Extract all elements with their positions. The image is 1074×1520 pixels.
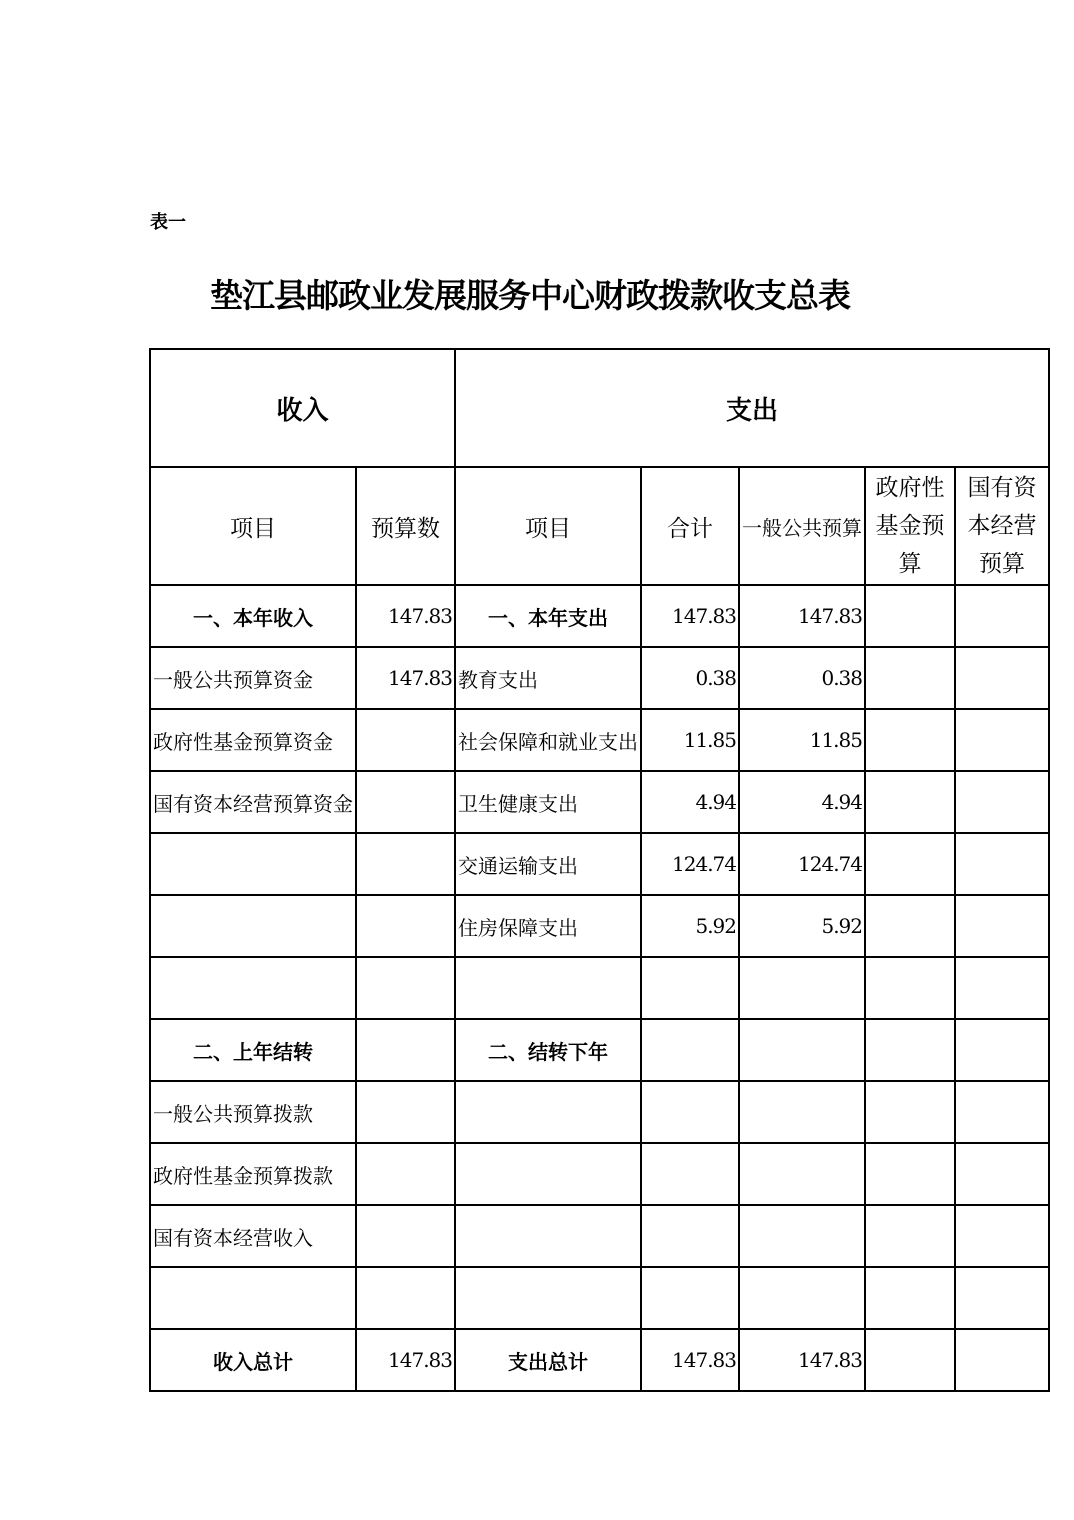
state-capital-cell	[955, 647, 1049, 709]
budget-table	[149, 348, 1050, 1392]
gov-fund-budget-header: 政府性基金预算	[865, 467, 955, 585]
income-amount-cell	[356, 895, 455, 957]
expense-total-cell: 5.92	[641, 895, 739, 957]
general-budget-cell	[739, 957, 865, 1019]
state-capital-cell	[955, 957, 1049, 1019]
gov-fund-cell	[865, 647, 955, 709]
gov-fund-cell	[865, 1267, 955, 1329]
expense-item-cell: 二、结转下年	[455, 1019, 641, 1081]
expense-item-cell	[455, 1267, 641, 1329]
expense-item-cell: 社会保障和就业支出	[455, 709, 641, 771]
table-row	[150, 647, 1049, 709]
expense-total-cell: 0.38	[641, 647, 739, 709]
general-budget-cell: 11.85	[739, 709, 865, 771]
state-capital-cell	[955, 833, 1049, 895]
table-row	[150, 1081, 1049, 1143]
gov-fund-cell	[865, 1329, 955, 1391]
general-budget-cell: 124.74	[739, 833, 865, 895]
income-item-cell: 国有资本经营预算资金	[150, 771, 356, 833]
income-item-cell: 二、上年结转	[150, 1019, 356, 1081]
expense-item-cell	[455, 1205, 641, 1267]
income-amount-cell	[356, 1205, 455, 1267]
expense-item-cell: 交通运输支出	[455, 833, 641, 895]
expense-total-cell: 147.83	[641, 1329, 739, 1391]
income-amount-cell	[356, 1143, 455, 1205]
header-row-sub	[150, 467, 1049, 585]
state-capital-cell	[955, 1143, 1049, 1205]
state-capital-cell	[955, 771, 1049, 833]
table-row	[150, 771, 1049, 833]
general-budget-cell: 5.92	[739, 895, 865, 957]
gov-fund-cell	[865, 709, 955, 771]
expense-total-cell: 124.74	[641, 833, 739, 895]
gov-fund-cell	[865, 833, 955, 895]
header-row-main	[150, 349, 1049, 467]
expense-item-cell: 支出总计	[455, 1329, 641, 1391]
income-amount-cell	[356, 1081, 455, 1143]
expense-total-cell	[641, 1143, 739, 1205]
gov-fund-cell	[865, 957, 955, 1019]
gov-fund-cell	[865, 771, 955, 833]
income-item-cell: 国有资本经营收入	[150, 1205, 356, 1267]
expense-item-header: 项目	[455, 467, 641, 585]
expense-total-cell: 11.85	[641, 709, 739, 771]
income-item-cell: 政府性基金预算拨款	[150, 1143, 356, 1205]
income-item-cell: 政府性基金预算资金	[150, 709, 356, 771]
state-capital-cell	[955, 585, 1049, 647]
expense-item-cell: 住房保障支出	[455, 895, 641, 957]
general-budget-cell: 147.83	[739, 585, 865, 647]
income-amount-cell	[356, 709, 455, 771]
gov-fund-cell	[865, 585, 955, 647]
gov-fund-cell	[865, 1143, 955, 1205]
state-capital-cell	[955, 895, 1049, 957]
state-capital-cell	[955, 1329, 1049, 1391]
income-item-header: 项目	[150, 467, 356, 585]
table-row	[150, 709, 1049, 771]
gov-fund-cell	[865, 895, 955, 957]
general-budget-cell: 4.94	[739, 771, 865, 833]
table-row	[150, 585, 1049, 647]
table-row	[150, 1143, 1049, 1205]
income-amount-cell: 147.83	[356, 1329, 455, 1391]
expense-item-cell: 一、本年支出	[455, 585, 641, 647]
income-item-cell: 收入总计	[150, 1329, 356, 1391]
expense-total-cell	[641, 1081, 739, 1143]
expense-total-cell	[641, 1267, 739, 1329]
income-amount-cell: 147.83	[356, 585, 455, 647]
expense-item-cell: 教育支出	[455, 647, 641, 709]
gov-fund-cell	[865, 1019, 955, 1081]
income-amount-cell: 147.83	[356, 647, 455, 709]
income-item-cell	[150, 895, 356, 957]
income-item-cell	[150, 1267, 356, 1329]
general-budget-cell	[739, 1205, 865, 1267]
expense-header: 支出	[455, 349, 1049, 467]
expense-item-cell	[455, 957, 641, 1019]
table-label: 表一	[150, 212, 186, 233]
general-budget-cell: 0.38	[739, 647, 865, 709]
table-row	[150, 1205, 1049, 1267]
table-row	[150, 1019, 1049, 1081]
table-row	[150, 895, 1049, 957]
gov-fund-cell	[865, 1205, 955, 1267]
state-capital-cell	[955, 1019, 1049, 1081]
income-amount-cell	[356, 771, 455, 833]
table-row	[150, 957, 1049, 1019]
expense-item-cell	[455, 1081, 641, 1143]
income-header: 收入	[150, 349, 455, 467]
state-capital-cell	[955, 709, 1049, 771]
general-budget-cell	[739, 1143, 865, 1205]
income-amount-cell	[356, 833, 455, 895]
income-item-cell	[150, 833, 356, 895]
general-budget-cell: 147.83	[739, 1329, 865, 1391]
income-item-cell: 一般公共预算资金	[150, 647, 356, 709]
general-budget-cell	[739, 1019, 865, 1081]
general-budget-cell	[739, 1081, 865, 1143]
income-amount-cell	[356, 1267, 455, 1329]
table-row	[150, 1329, 1049, 1391]
gov-fund-cell	[865, 1081, 955, 1143]
expense-total-header: 合计	[641, 467, 739, 585]
table-row	[150, 833, 1049, 895]
income-item-cell: 一般公共预算拨款	[150, 1081, 356, 1143]
state-capital-cell	[955, 1205, 1049, 1267]
income-item-cell	[150, 957, 356, 1019]
income-amount-cell	[356, 1019, 455, 1081]
page-title: 垫江县邮政业发展服务中心财政拨款收支总表	[210, 276, 850, 315]
income-budget-header: 预算数	[356, 467, 455, 585]
income-item-cell: 一、本年收入	[150, 585, 356, 647]
general-budget-header: 一般公共预算	[739, 467, 865, 585]
expense-item-cell: 卫生健康支出	[455, 771, 641, 833]
expense-total-cell: 4.94	[641, 771, 739, 833]
expense-total-cell	[641, 957, 739, 1019]
state-capital-cell	[955, 1267, 1049, 1329]
expense-item-cell	[455, 1143, 641, 1205]
expense-total-cell	[641, 1205, 739, 1267]
state-capital-budget-header: 国有资本经营预算	[955, 467, 1049, 585]
table-row	[150, 1267, 1049, 1329]
income-amount-cell	[356, 957, 455, 1019]
expense-total-cell: 147.83	[641, 585, 739, 647]
general-budget-cell	[739, 1267, 865, 1329]
expense-total-cell	[641, 1019, 739, 1081]
state-capital-cell	[955, 1081, 1049, 1143]
